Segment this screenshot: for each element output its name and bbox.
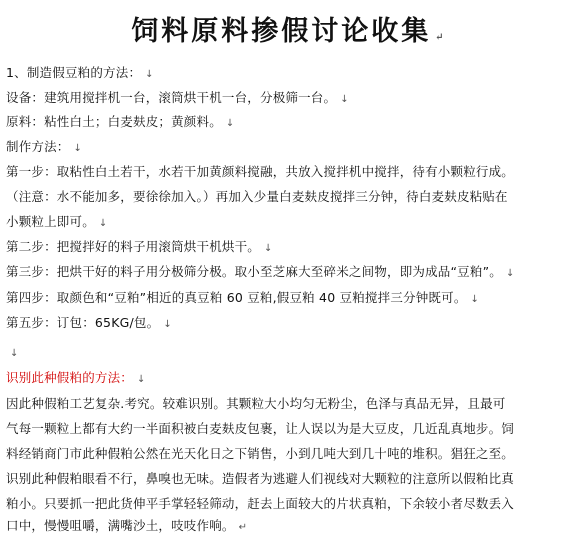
text-line: 口中，慢慢咀嚼，满嘴沙土，吱吱作响。 ↵ [6,518,248,533]
text-line: （注意：水不能加多，要徐徐加入。）再加入少量白麦麸皮搅拌三分钟，待白麦麸皮粘贴在 [6,189,508,204]
text-line: 第二步：把搅拌好的料子用滚筒烘干机烘干。 ↓ [6,239,273,254]
text-line: 粕小。只要抓一把此货伸平手掌轻轻筛动，赶去上面较大的片状真粕，下余较小者尽数丢入 [6,496,515,511]
text-line: 气每一颗粒上都有大约一半面积被白麦麸皮包裹，让人误以为是大豆皮，几近乱真地步。饲 [6,421,515,436]
text-line: 原料：粘性白土；白麦麸皮；黄颜料。 ↓ [6,114,235,129]
section-heading: 识别此种假粕的方法： ↓ [6,370,146,385]
text-line: 第三步：把烘干好的料子用分极筛分极。取小至芝麻大至碎米之间物，即为成品“豆粕”。 ↓ [6,264,515,279]
text-line: 1、制造假豆粕的方法： ↓ [6,65,154,80]
text-line: 小颗粒上即可。 ↓ [6,214,108,229]
text-line: 第五步：订包：65KG/包。 ↓ [6,315,172,330]
document-title: 饲料原料掺假讨论收集 ↵ [131,16,447,47]
text-line: 第一步：取粘性白土若干，水若干加黄颜料搅融，共放入搅拌机中搅拌，待有小颗粒行成。 [6,164,515,179]
text-line: 设备：建筑用搅拌机一台，滚筒烘干机一台，分极筛一台。 ↓ [6,90,349,105]
text-line: 因此种假粕工艺复杂.考究。较难识别。其颗粒大小均匀无粉尘，色泽与真品无异，且最可 [6,396,506,411]
text-line: 第四步：取颜色和“豆粕”相近的真豆粕 60 豆粕,假豆粕 40 豆粕搅拌三分钟既可。 ↓ [6,290,480,305]
empty-line: ↓ [10,348,19,359]
text-line: 料经销商门市此种假粕公然在光天化日之下销售，小到几吨大到几十吨的堆积。猖狂之至。 [6,446,515,461]
text-line: 识别此种假粕眼看不行，鼻嗅也无味。造假者为逃避人们视线对大颗粒的注意所以假粕比真 [6,471,515,486]
text-line: 制作方法： ↓ [6,139,83,154]
